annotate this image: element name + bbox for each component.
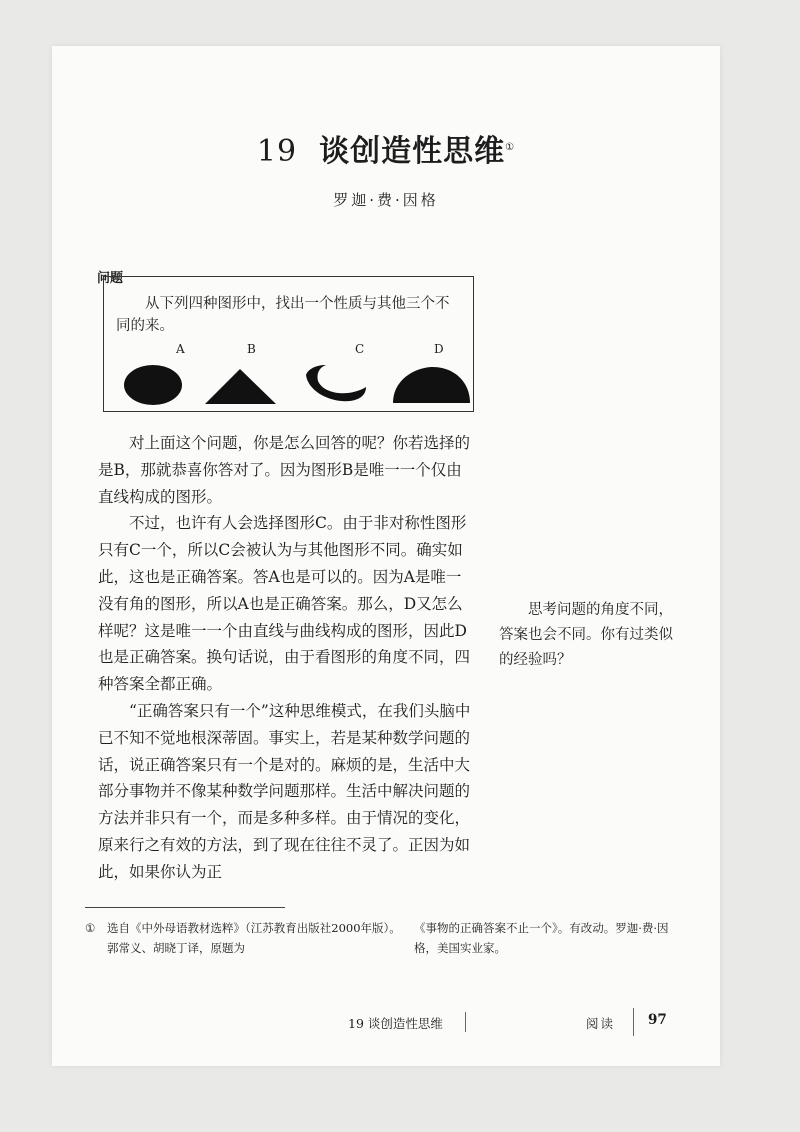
shapes-figure xyxy=(104,345,473,405)
footnote-mark: ① xyxy=(85,921,96,935)
footer-chapter: 19 谈创造性思维 xyxy=(348,1016,443,1031)
footnote-rule xyxy=(85,907,285,908)
shape-label-c: C xyxy=(355,342,365,356)
chapter-title-text: 谈创造性思维 xyxy=(319,134,506,169)
shape-label-b: B xyxy=(247,342,256,356)
body-text xyxy=(98,430,476,886)
footer-section: 阅读 xyxy=(586,1016,616,1031)
footnote-left-text: 选自《中外母语教材选粹》（江苏教育出版社2000年版）。郭常义、胡晓丁译，原题为 xyxy=(107,921,401,955)
page-number: 97 xyxy=(648,1012,667,1028)
paragraph-1: 对上面这个问题，你是怎么回答的呢？你若选择的是B，那就恭喜你答对了。因为图形B是唯一一个仅由直线构成的图形。 xyxy=(98,434,471,506)
problem-box xyxy=(103,276,474,412)
footnote-left xyxy=(85,918,405,958)
paragraph-2: 不过，也许有人会选择图形C。由于非对称性图形只有C一个，所以C会被认为与其他图形不同。确实如此，这也是正确答案。答A也是可以的。因为A是唯一没有角的图形，所以A也是正确答案。那么，D又怎么样呢？这是唯一一个由直线与曲线构成的图形，因此D也是正确答案。换句话说，由于看图形的角度不同，四种答案全都正确。 xyxy=(98,514,471,694)
title-footnote-mark: ① xyxy=(505,142,516,153)
shape-label-a: A xyxy=(176,342,185,356)
footer-divider-2 xyxy=(633,1008,634,1036)
shape-label-d: D xyxy=(434,342,444,356)
semicircle-shape xyxy=(393,367,470,403)
book-page xyxy=(52,46,720,1066)
crescent-shape xyxy=(306,365,366,401)
author-name: 罗迦·费·因格 xyxy=(333,191,439,209)
footer-divider xyxy=(465,1012,466,1032)
ellipse-shape xyxy=(124,365,182,405)
triangle-shape xyxy=(205,369,276,404)
problem-label: 问题 xyxy=(97,271,124,286)
chapter-number: 19 xyxy=(256,134,298,169)
side-note-text: 思考问题的角度不同，答案也会不同。你有过类似的经验吗？ xyxy=(499,602,673,668)
footnote-right-text: 《事物的正确答案不止一个》。有改动。罗迦·费·因格，美国实业家。 xyxy=(414,921,669,955)
side-note xyxy=(499,598,679,673)
paragraph-3: “正确答案只有一个”这种思维模式，在我们头脑中已不知不觉地根深蒂固。事实上，若是某种数学问题的话，说正确答案只有一个是对的。麻烦的是，生活中大部分事物并不像某种数学问题那样。生活中解决问题的方法并非只有一个，而是多种多样。由于情况的变化，原来行之有效的方法，到了现在往往不灵了。正因为如此，如果你认为正 xyxy=(98,701,471,881)
chapter-title xyxy=(52,126,720,170)
problem-text: 从下列四种图形中，找出一个性质与其他三个不同的来。 xyxy=(116,296,450,334)
shapes-row xyxy=(104,342,473,405)
